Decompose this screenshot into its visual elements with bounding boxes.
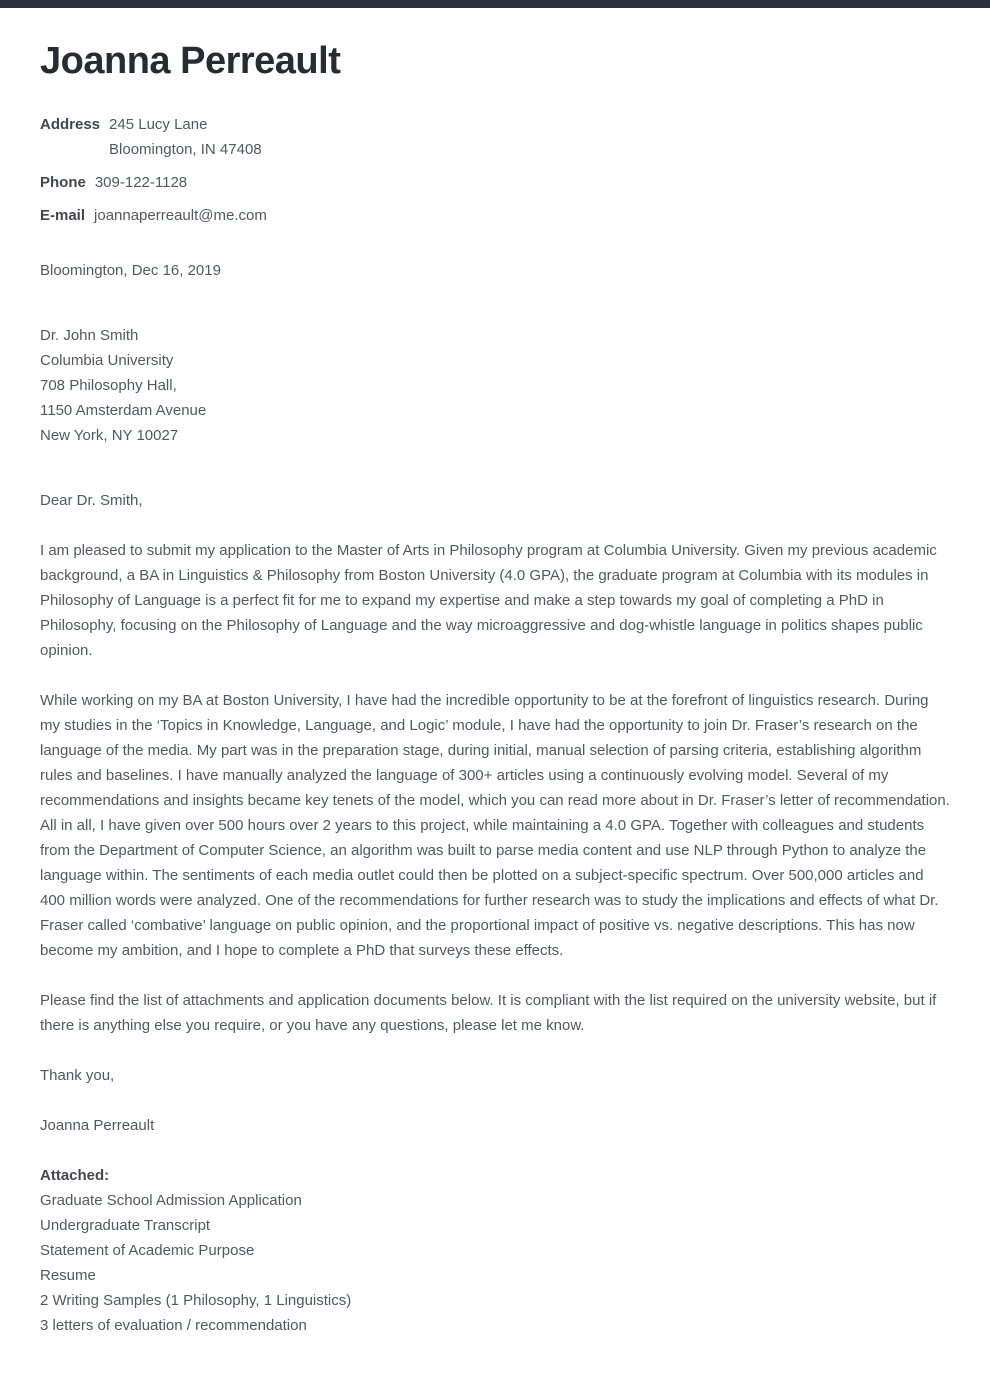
attachment-item: Undergraduate Transcript xyxy=(40,1217,211,1234)
body-paragraph-3: Please find the list of attachments and application documents below. It is compliant with the list required on the university website, but if there is anything else you require, or you have any questions, please let me know. xyxy=(40,992,937,1034)
address-value xyxy=(109,112,262,162)
contact-row-address xyxy=(40,112,950,162)
phone-label: Phone xyxy=(40,174,86,191)
signature-name: Joanna Perreault xyxy=(40,1117,155,1134)
attached-label: Attached: xyxy=(40,1167,110,1184)
date-line: Bloomington, Dec 16, 2019 xyxy=(40,262,221,279)
attachment-item: Resume xyxy=(40,1267,96,1284)
letter-content xyxy=(0,38,990,1338)
attachment-item: 3 letters of evaluation / recommendation xyxy=(40,1317,307,1334)
address-line-1: 245 Lucy Lane xyxy=(109,116,208,133)
attachment-item: 2 Writing Samples (1 Philosophy, 1 Linguistics) xyxy=(40,1292,352,1309)
attachments-block xyxy=(40,1163,950,1338)
top-accent-bar xyxy=(0,0,990,8)
recipient-line: Columbia University xyxy=(40,352,174,369)
phone-value: 309-122-1128 xyxy=(94,174,188,191)
recipient-line: 708 Philosophy Hall, xyxy=(40,377,177,394)
contact-block xyxy=(40,112,950,228)
address-label: Address xyxy=(40,116,101,133)
contact-row-email xyxy=(40,203,950,228)
email-value: joannaperreault@me.com xyxy=(94,207,267,224)
closing-line: Thank you, xyxy=(40,1067,115,1084)
attachment-item: Graduate School Admission Application xyxy=(40,1192,302,1209)
attachment-item: Statement of Academic Purpose xyxy=(40,1242,255,1259)
recipient-line: New York, NY 10027 xyxy=(40,427,179,444)
recipient-line: 1150 Amsterdam Avenue xyxy=(40,402,207,419)
email-label: E-mail xyxy=(40,207,86,224)
body-paragraph-1: I am pleased to submit my application to the Master of Arts in Philosophy program at Columbia University. Given my previous academic background, a BA in Linguistics & Philosophy from Boston University (4.0 GPA), the graduate program at Columbia with its modules in Philosophy of Language is a perfect fit for me to expand my expertise and make a step towards my goal of completing a PhD in Philosophy, focusing on the Philosophy of Language and the way microaggressive and dog-whistle language in politics shapes public opinion. xyxy=(40,542,937,659)
address-line-2: Bloomington, IN 47408 xyxy=(109,141,262,158)
contact-row-phone xyxy=(40,170,950,195)
salutation: Dear Dr. Smith, xyxy=(40,492,143,509)
recipient-block xyxy=(40,323,950,448)
body-paragraph-2: While working on my BA at Boston University, I have had the incredible opportunity to be at the forefront of linguistics research. During my studies in the ‘Topics in Knowledge, Language, and Logic’ module, I have had the opportunity to join Dr. Fraser’s research on the language of the media. My part was in the preparation stage, during initial, manual selection of parsing criteria, establishing algorithm rules and baselines. I have manually analyzed the language of 300+ articles using a continuously evolving model. Several of my recommendations and insights became key tenets of the model, which you can read more about in Dr. Fraser’s letter of recommendation. All in all, I have given over 500 hours over 2 years to this project, while maintaining a 4.0 GPA. Together with colleagues and students from the Department of Computer Science, an algorithm was built to parse media content and use NLP through Python to analyze the language within. The sentiments of each media outlet could then be plotted on a subject-specific spectrum. Over 500,000 articles and 400 million words were analyzed. One of the recommendations for further research was to study the implications and effects of what Dr. Fraser called ‘combative’ language on public opinion, and the proportional impact of positive vs. negative descriptions. This has now become my ambition, and I hope to complete a PhD that surveys these effects. xyxy=(40,692,950,959)
recipient-line: Dr. John Smith xyxy=(40,327,139,344)
applicant-name-heading: Joanna Perreault xyxy=(40,40,341,82)
